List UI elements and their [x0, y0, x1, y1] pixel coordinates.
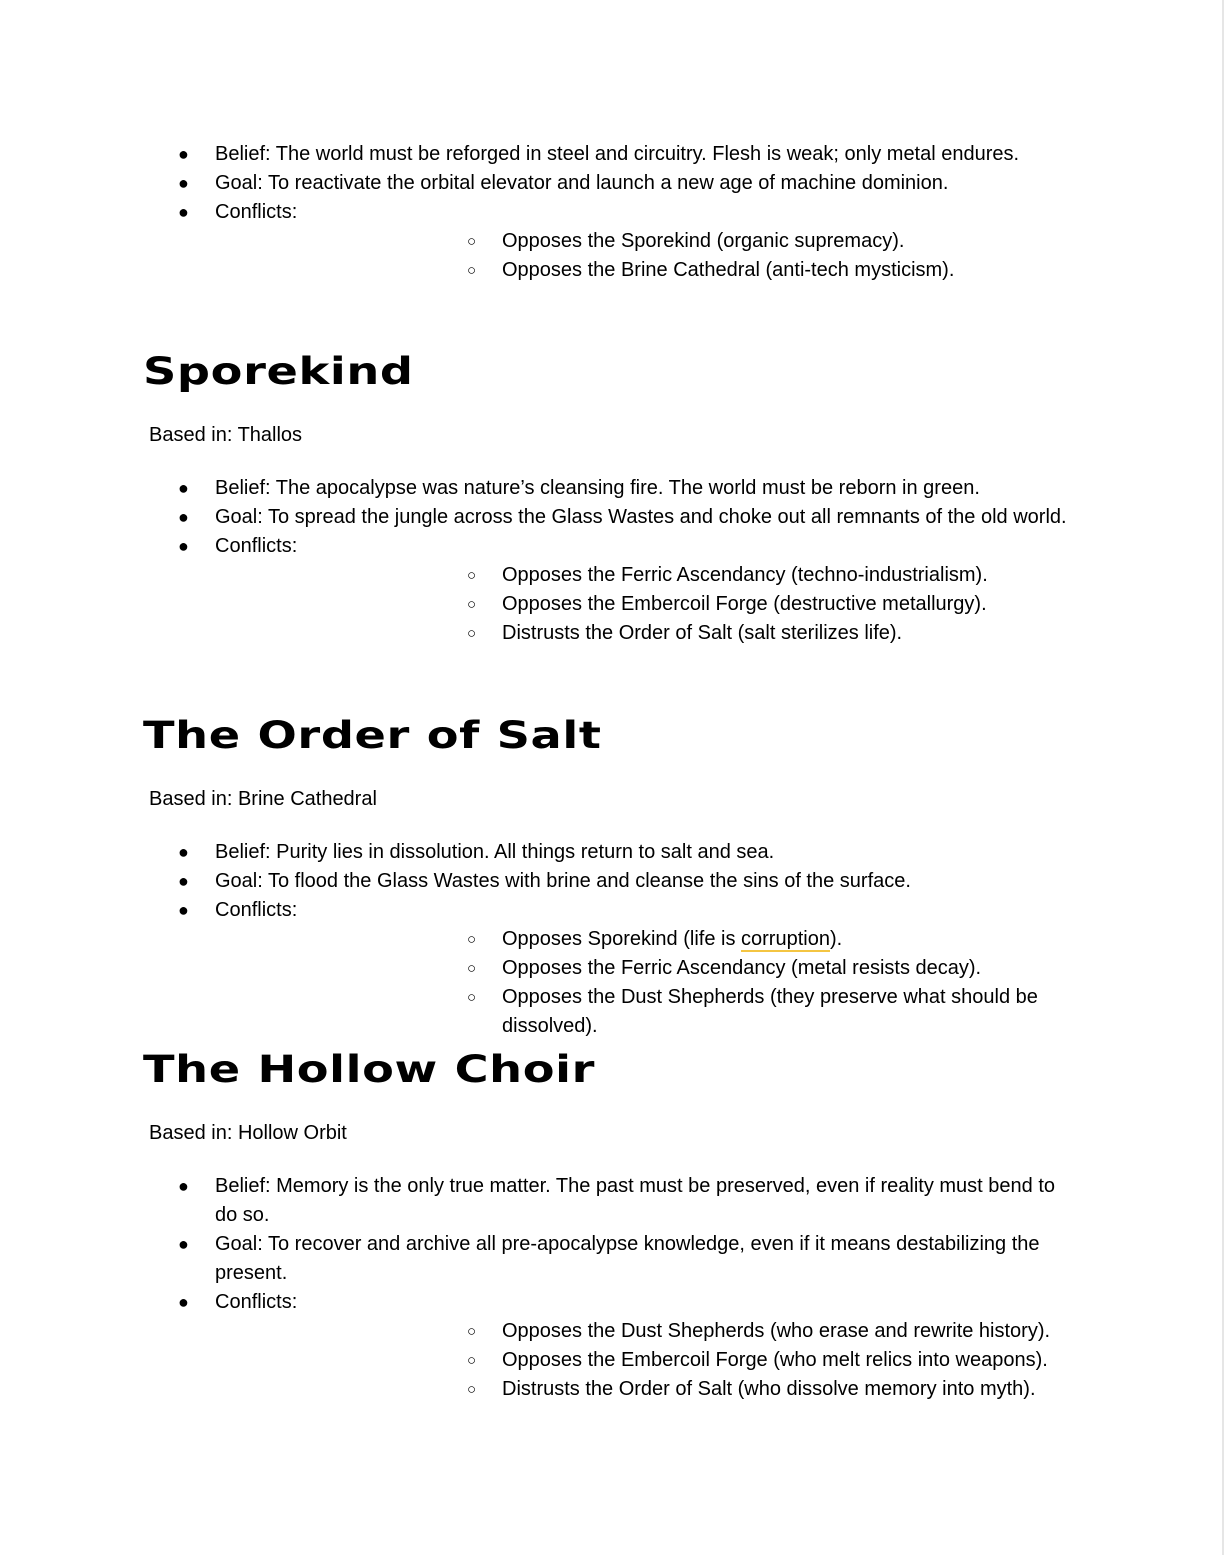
list-text: Goal: To spread the jungle across the Glass Wastes and choke out all remnants of the old world. — [215, 506, 1067, 528]
choir-list — [0, 1172, 1224, 1404]
ferric-list — [0, 140, 1224, 285]
sub-list — [215, 227, 1074, 285]
bullet-icon: ● — [178, 202, 189, 222]
salt-list — [0, 838, 1224, 1041]
list-item — [0, 1230, 1224, 1288]
bullet-icon: ● — [178, 842, 189, 862]
bullet-icon: ● — [178, 900, 189, 920]
list-text: Opposes the Ferric Ascendancy (techno-industrialism). — [502, 564, 988, 586]
list-text: Conflicts: — [215, 201, 298, 223]
list-text: Opposes the Embercoil Forge (who melt relics into weapons). — [502, 1349, 1048, 1371]
list-item — [0, 198, 1224, 285]
sub-list — [215, 925, 1074, 1041]
spellcheck-underlined-word[interactable]: corruption — [741, 928, 830, 950]
list-text: Belief: Purity lies in dissolution. All things return to salt and sea. — [215, 841, 775, 863]
sub-list-item — [215, 1317, 1074, 1346]
list-text: Opposes the Dust Shepherds (who erase and rewrite history). — [502, 1320, 1051, 1342]
list-text: Conflicts: — [215, 535, 298, 557]
sub-list-item — [215, 954, 1074, 983]
sporekind-list — [0, 474, 1224, 648]
sub-list-item — [215, 256, 1074, 285]
sporekind-section — [0, 474, 1224, 648]
bullet-icon: ● — [178, 478, 189, 498]
list-text: Conflicts: — [215, 1291, 298, 1313]
list-text: ). — [829, 928, 843, 950]
bullet-icon: ● — [178, 1234, 189, 1254]
list-item — [0, 532, 1224, 648]
circle-bullet-icon: ○ — [467, 567, 477, 584]
list-text: Belief: Memory is the only true matter. The past must be preserved, even if reality must bend to do so. — [215, 1175, 1056, 1226]
sub-list-item — [215, 983, 1074, 1041]
bullet-icon: ● — [178, 144, 189, 164]
choir-section — [0, 1172, 1224, 1404]
list-text: Distrusts the Order of Salt (salt sterilizes life). — [502, 622, 903, 644]
bullet-icon: ● — [178, 871, 189, 891]
bullet-icon: ● — [178, 536, 189, 556]
list-text: Opposes the Dust Shepherds (they preserve what should be dissolved). — [502, 986, 1038, 1037]
list-text: Goal: To reactivate the orbital elevator and launch a new age of machine dominion. — [215, 172, 949, 194]
circle-bullet-icon: ○ — [467, 931, 477, 948]
list-item — [0, 838, 1224, 867]
list-item — [0, 169, 1224, 198]
sub-list-item — [215, 1346, 1074, 1375]
list-text: Conflicts: — [215, 899, 298, 921]
list-item — [0, 1172, 1224, 1230]
bullet-icon: ● — [178, 507, 189, 527]
heading-order-of-salt: The Order of Salt — [143, 714, 602, 757]
list-item — [0, 140, 1224, 169]
list-text: Opposes the Brine Cathedral (anti-tech mysticism). — [502, 259, 955, 281]
circle-bullet-icon: ○ — [467, 596, 477, 613]
circle-bullet-icon: ○ — [467, 1352, 477, 1369]
sub-list-item — [215, 619, 1074, 648]
heading-hollow-choir: The Hollow Choir — [143, 1048, 596, 1091]
list-text: Belief: The world must be reforged in steel and circuitry. Flesh is weak; only metal endures. — [215, 143, 1020, 165]
bullet-icon: ● — [178, 1292, 189, 1312]
circle-bullet-icon: ○ — [467, 1381, 477, 1398]
bullet-icon: ● — [178, 173, 189, 193]
list-text: Opposes the Sporekind (organic supremacy). — [502, 230, 905, 252]
list-text: Opposes the Ferric Ascendancy (metal resists decay). — [502, 957, 982, 979]
circle-bullet-icon: ○ — [467, 262, 477, 279]
based-in: Based in: Brine Cathedral — [149, 788, 377, 810]
list-text: Goal: To flood the Glass Wastes with brine and cleanse the sins of the surface. — [215, 870, 911, 892]
sub-list — [215, 561, 1074, 648]
circle-bullet-icon: ○ — [467, 1323, 477, 1340]
based-in: Based in: Thallos — [149, 424, 303, 446]
list-item — [0, 867, 1224, 896]
ferric-section — [0, 140, 1224, 285]
circle-bullet-icon: ○ — [467, 233, 477, 250]
sub-list-item — [215, 1375, 1074, 1404]
circle-bullet-icon: ○ — [467, 960, 477, 977]
bullet-icon: ● — [178, 1176, 189, 1196]
list-item — [0, 503, 1224, 532]
sub-list-item — [215, 925, 1074, 954]
list-text: Opposes Sporekind (life is — [502, 928, 742, 950]
list-item — [0, 896, 1224, 1041]
list-item — [0, 474, 1224, 503]
list-text: Goal: To recover and archive all pre-apocalypse knowledge, even if it means destabilizing the present. — [215, 1233, 1040, 1284]
sub-list-item — [215, 561, 1074, 590]
salt-section — [0, 838, 1224, 1041]
sub-list-item — [215, 590, 1074, 619]
list-item — [0, 1288, 1224, 1404]
sub-list — [215, 1317, 1074, 1404]
circle-bullet-icon: ○ — [467, 989, 477, 1006]
based-in: Based in: Hollow Orbit — [149, 1122, 347, 1144]
sub-list-item — [215, 227, 1074, 256]
circle-bullet-icon: ○ — [467, 625, 477, 642]
list-text: Distrusts the Order of Salt (who dissolve memory into myth). — [502, 1378, 1036, 1400]
heading-sporekind: Sporekind — [143, 350, 414, 393]
list-text: Belief: The apocalypse was nature’s cleansing fire. The world must be reborn in green. — [215, 477, 980, 499]
list-text: Opposes the Embercoil Forge (destructive metallurgy). — [502, 593, 987, 615]
